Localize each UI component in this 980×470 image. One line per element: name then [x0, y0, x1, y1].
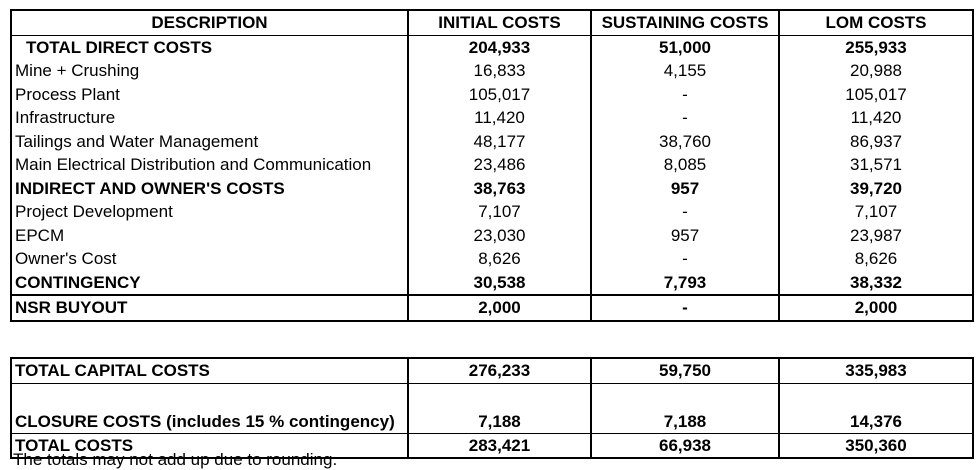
row-initial: 48,177 — [408, 130, 591, 154]
row-label: Tailings and Water Management — [11, 130, 408, 154]
row-label: TOTAL DIRECT COSTS — [11, 35, 408, 59]
row-initial: 204,933 — [408, 35, 591, 59]
table-row — [11, 130, 973, 154]
row-initial: 283,421 — [408, 433, 591, 458]
row-lom: 255,933 — [779, 35, 973, 59]
row-label: TOTAL CAPITAL COSTS — [11, 358, 408, 383]
row-initial: 16,833 — [408, 59, 591, 83]
row-sustaining: 38,760 — [591, 130, 779, 154]
row-sustaining: 4,155 — [591, 59, 779, 83]
row-initial: 30,538 — [408, 271, 591, 296]
row-lom: 23,987 — [779, 224, 973, 248]
row-sustaining: 59,750 — [591, 358, 779, 383]
row-initial: 2,000 — [408, 295, 591, 321]
row-sustaining: 957 — [591, 177, 779, 201]
row-sustaining: 66,938 — [591, 433, 779, 458]
row-sustaining: - — [591, 247, 779, 271]
row-label: EPCM — [11, 224, 408, 248]
row-lom: 38,332 — [779, 271, 973, 296]
row-sustaining: - — [591, 83, 779, 107]
row-lom: 31,571 — [779, 153, 973, 177]
row-lom: 20,988 — [779, 59, 973, 83]
table-row — [11, 271, 973, 296]
rounding-note: The totals may not add up due to rounding. — [13, 450, 338, 469]
row-sustaining: 51,000 — [591, 35, 779, 59]
row-label: Main Electrical Distribution and Communication — [11, 153, 408, 177]
row-lom: 14,376 — [779, 383, 973, 433]
row-label: Owner's Cost — [11, 247, 408, 271]
table-row — [11, 383, 973, 433]
row-initial: 38,763 — [408, 177, 591, 201]
table-row — [11, 153, 973, 177]
row-initial: 7,107 — [408, 200, 591, 224]
row-lom: 8,626 — [779, 247, 973, 271]
table-row — [11, 295, 973, 321]
table-row — [11, 200, 973, 224]
row-label: Mine + Crushing — [11, 59, 408, 83]
row-lom: 11,420 — [779, 106, 973, 130]
row-label: NSR BUYOUT — [11, 295, 408, 321]
row-lom: 39,720 — [779, 177, 973, 201]
row-label: CONTINGENCY — [11, 271, 408, 296]
row-initial: 23,030 — [408, 224, 591, 248]
row-sustaining: 7,188 — [591, 383, 779, 433]
row-lom: 7,107 — [779, 200, 973, 224]
capital-costs-table — [10, 9, 974, 322]
row-label: INDIRECT AND OWNER'S COSTS — [11, 177, 408, 201]
row-initial: 7,188 — [408, 383, 591, 433]
row-lom: 335,983 — [779, 358, 973, 383]
table-row — [11, 358, 973, 383]
table-row — [11, 106, 973, 130]
header-description: DESCRIPTION — [11, 10, 408, 35]
table-row — [11, 247, 973, 271]
header-lom-costs: LOM COSTS — [779, 10, 973, 35]
row-sustaining: 7,793 — [591, 271, 779, 296]
summary-table — [10, 357, 974, 459]
row-sustaining: - — [591, 200, 779, 224]
row-label: Project Development — [11, 200, 408, 224]
row-label: TOTAL COSTS — [11, 433, 408, 458]
row-label: Process Plant — [11, 83, 408, 107]
table-row — [11, 224, 973, 248]
row-lom: 2,000 — [779, 295, 973, 321]
row-initial: 23,486 — [408, 153, 591, 177]
table-row — [11, 35, 973, 59]
row-label: CLOSURE COSTS (includes 15 % contingency) — [11, 383, 408, 433]
table-row — [11, 177, 973, 201]
header-sustaining-costs: SUSTAINING COSTS — [591, 10, 779, 35]
table-header-row — [11, 10, 973, 35]
table-row — [11, 83, 973, 107]
header-initial-costs: INITIAL COSTS — [408, 10, 591, 35]
row-initial: 276,233 — [408, 358, 591, 383]
row-label: Infrastructure — [11, 106, 408, 130]
row-initial: 105,017 — [408, 83, 591, 107]
row-sustaining: 8,085 — [591, 153, 779, 177]
table-row — [11, 59, 973, 83]
row-lom: 350,360 — [779, 433, 973, 458]
row-initial: 8,626 — [408, 247, 591, 271]
row-lom: 86,937 — [779, 130, 973, 154]
row-sustaining: 957 — [591, 224, 779, 248]
row-sustaining: - — [591, 106, 779, 130]
row-lom: 105,017 — [779, 83, 973, 107]
row-sustaining: - — [591, 295, 779, 321]
row-initial: 11,420 — [408, 106, 591, 130]
